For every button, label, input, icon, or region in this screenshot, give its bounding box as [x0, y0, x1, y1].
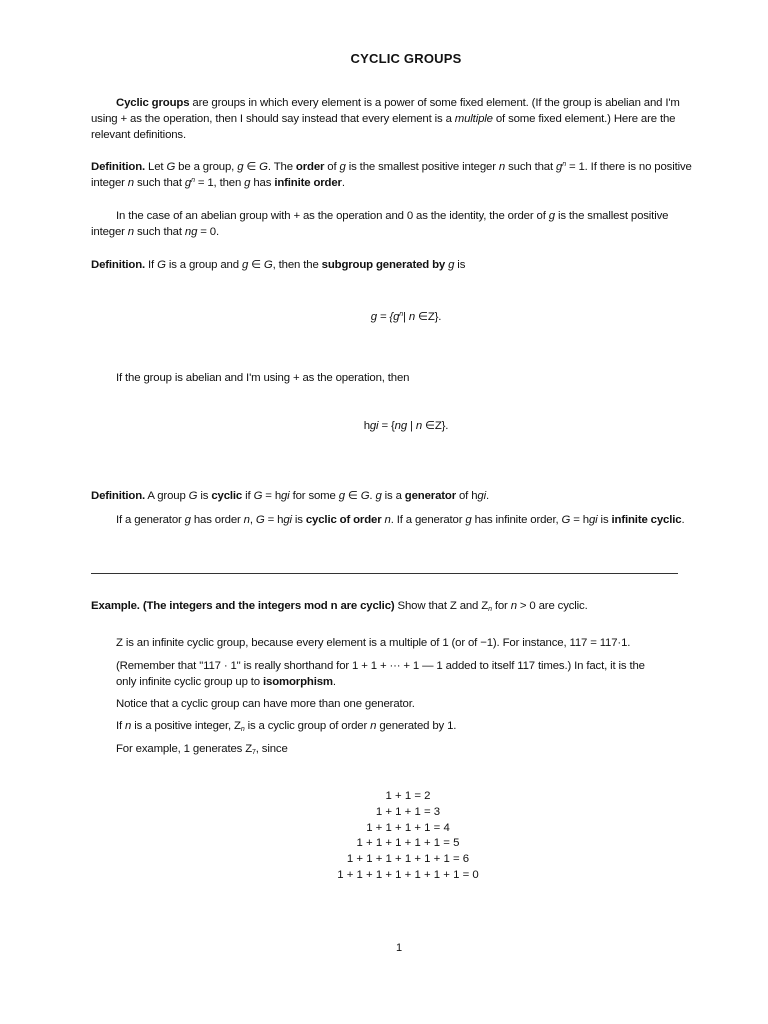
definition-label: Definition.: [91, 259, 146, 271]
formula-generated-subgroup: $g = \{g^n|$ n ∈Z}.: [370, 311, 442, 323]
definition-label: Definition.: [91, 161, 146, 173]
definition-label: Definition.: [91, 490, 146, 502]
intro-line-3: relevant definitions.: [91, 129, 186, 141]
page-title: CYCLIC GROUPS: [350, 51, 462, 66]
abelian-note-line-1: In the case of an abelian group with + as the operation and 0 as the identity, the order of g is the smallest positive: [116, 210, 669, 222]
section-divider: [91, 573, 678, 574]
definition-order-line-1: Definition. Let G be a group, g ∈ G. The order of g is the smallest positive integer n such that $g^n = 1$. If there is no positive: [91, 161, 692, 173]
example-label: Example.: [91, 600, 140, 612]
paragraph-zn-cyclic: If n is a positive integer, $Z_n$ is a cyclic group of order n generated by 1.: [116, 720, 457, 733]
sum-line: 1 + 1 + 1 + 1 + 1 = 5: [356, 837, 460, 850]
intro-line-2: using + as the operation, then I should say instead that every element is a multiple of some fixed element.) Here are the: [91, 113, 676, 125]
definition-cyclic-order: If a generator g has order n, G = hgi is cyclic of order n. If a generator g has infinite order, G = hgi is infinite cyclic.: [116, 514, 685, 526]
example-heading: Example. (The integers and the integers mod n are cyclic) Show that Z and $Z_n$ for n > 0 are cyclic.: [91, 600, 588, 613]
page-number: 1: [396, 942, 403, 954]
definition-subgroup-generated: Definition. If G is a group and g ∈ G, then the subgroup generated by g is: [91, 259, 466, 271]
paragraph-remember-line-2: only infinite cyclic group up to isomorphism.: [116, 676, 336, 688]
definition-cyclic: Definition. A group G is cyclic if G = hgi for some g ∈ G. g is a generator of hgi.: [91, 490, 489, 502]
abelian-note-line-2: integer n such that ng = 0.: [91, 226, 219, 238]
paragraph-infinite-cyclic: Z is an infinite cyclic group, because every element is a multiple of 1 (or of −1). For instance, 117 = 117·1.: [116, 637, 631, 649]
formula-abelian-subgroup: hgi = {ng | n ∈Z}.: [363, 420, 449, 432]
sum-line: 1 + 1 + 1 + 1 + 1 + 1 + 1 = 0: [337, 868, 479, 881]
sums-list: [300, 789, 516, 884]
sum-line: 1 + 1 = 2: [385, 790, 431, 802]
sum-line: 1 + 1 + 1 = 3: [375, 805, 441, 818]
paragraph-remember-line-1: (Remember that "117 · 1" is really shorthand for 1 + 1 + ··· + 1 — 1 added to itself 117 times.) In fact, it is the: [116, 660, 645, 672]
sum-line: 1 + 1 + 1 + 1 = 4: [366, 821, 450, 834]
paragraph-more-generators: Notice that a cyclic group can have more than one generator.: [116, 698, 415, 710]
paragraph-z7-example: For example, 1 generates $Z_7$, since: [116, 743, 288, 756]
sum-line: 1 + 1 + 1 + 1 + 1 + 1 = 6: [346, 853, 470, 866]
definition-order-line-2: integer n such that $g^n = 1$, then g has infinite order.: [91, 177, 345, 189]
intro-line-1: Cyclic groups are groups in which every element is a power of some fixed element. (If the group is abelian and I'm: [116, 97, 680, 109]
abelian-operation-line: If the group is abelian and I'm using + as the operation, then: [116, 372, 410, 384]
term-cyclic-groups: Cyclic groups: [116, 97, 190, 109]
